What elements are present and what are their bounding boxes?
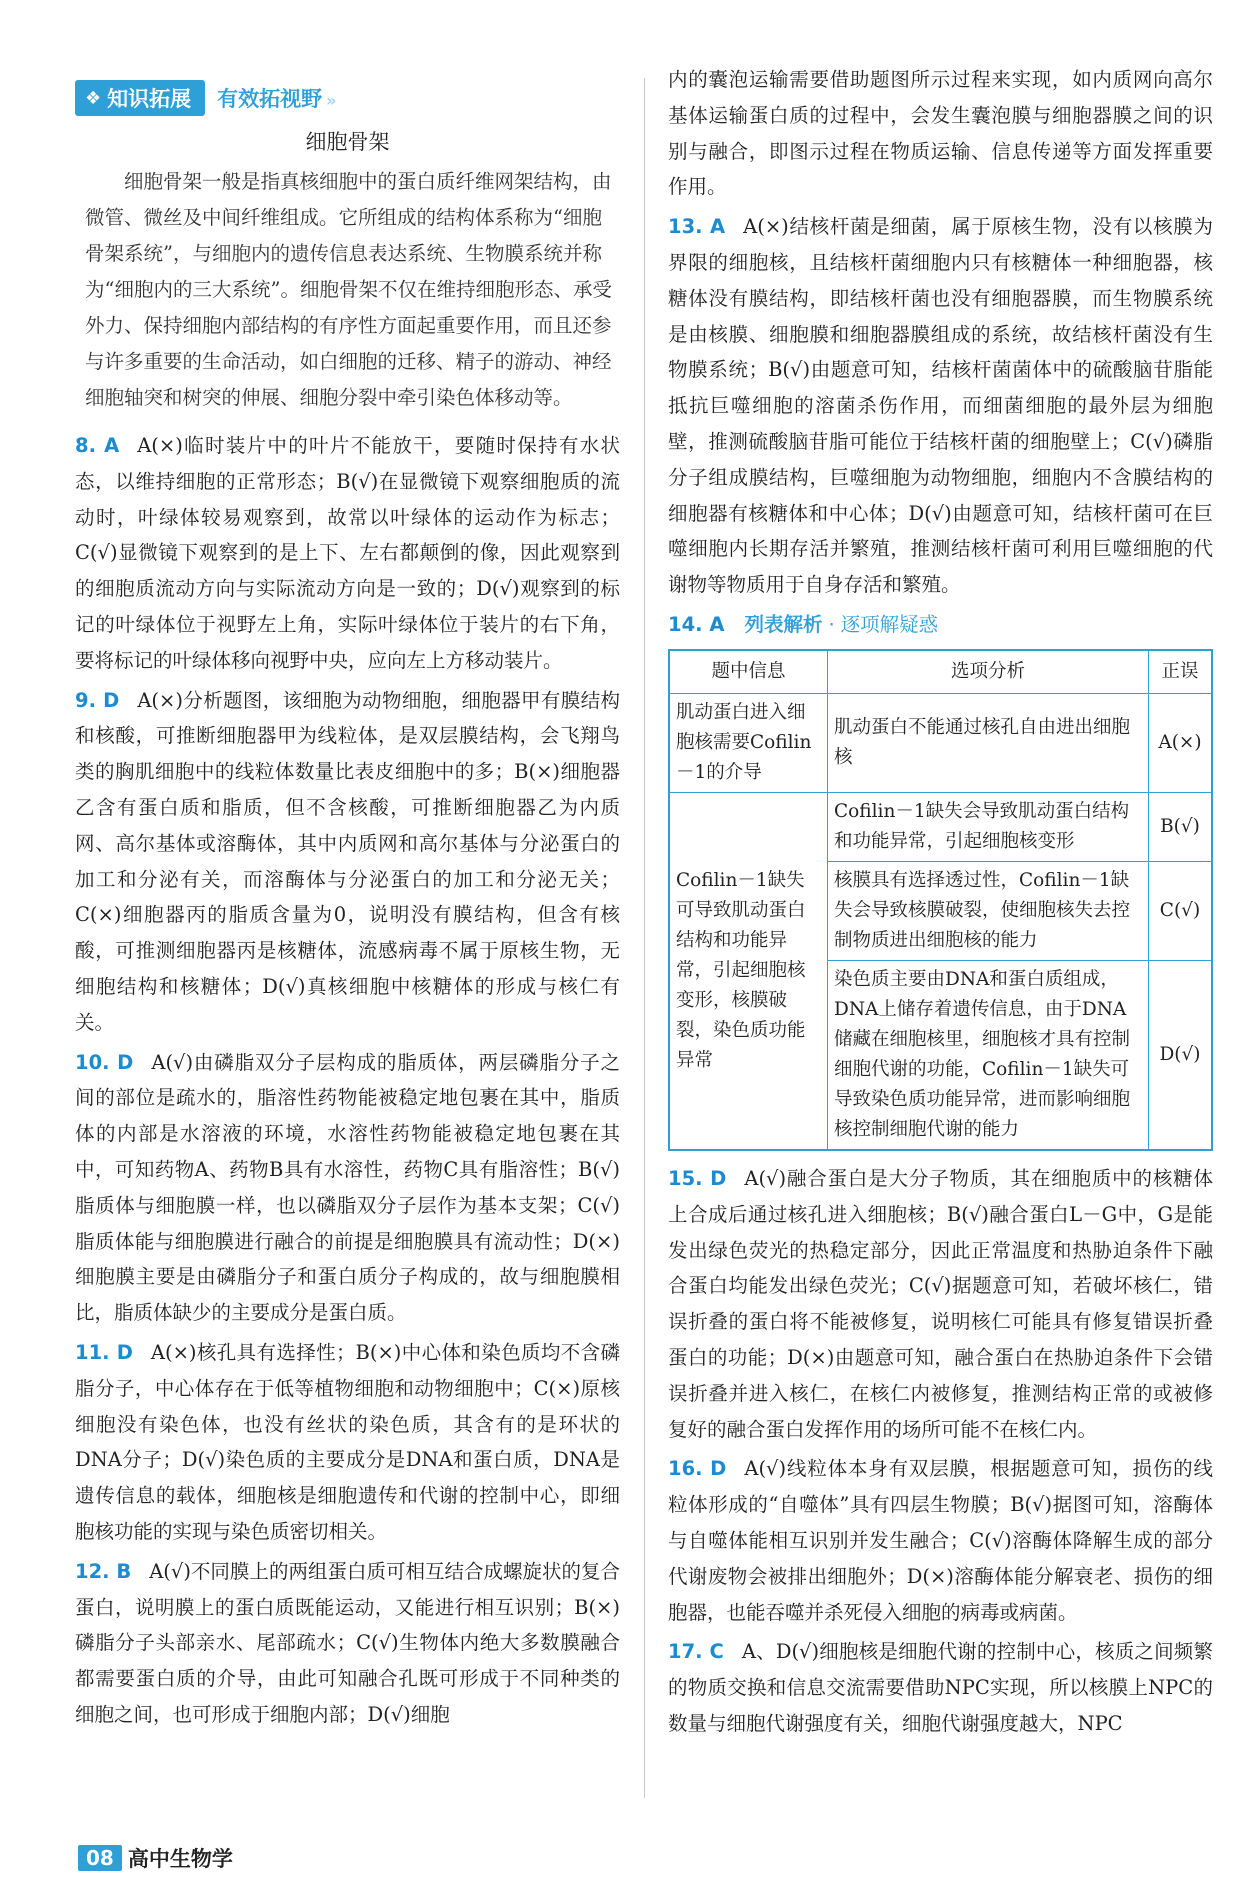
box-title: 细胞骨架 — [305, 130, 390, 154]
answer-17 — [668, 1634, 1213, 1741]
left-column — [75, 80, 620, 1737]
badge-label: 知识拓展 — [107, 87, 192, 111]
answer-number: 13. A — [668, 215, 726, 239]
answer-8 — [75, 428, 620, 679]
analysis-table — [668, 649, 1213, 1151]
table-cell-result: B(√) — [1149, 792, 1213, 861]
answer-text: A(×)分析题图，该细胞为动物细胞，细胞器甲有膜结构和核酸，可推断细胞器甲为线粒体，是双层膜结构，会飞翔鸟类的胸肌细胞中的线粒体数量比表皮细胞中的多；B(×)细胞器乙含有蛋白质和脂质，但不含核酸，可推断细胞器乙为内质网、高尔基体或溶酶体，其中内质网和高尔基体与分泌蛋白的加工和分泌有关，而溶酶体与分泌蛋白的加工和分泌无关；C(×)细胞器丙的脂质含量为0，说明没有膜结构，但含有核酸，可推测细胞器丙是核糖体，流感病毒不属于原核生物，无细胞结构和核糖体；D(√)真核细胞中核糖体的形成与核仁有关。 — [75, 688, 621, 1034]
answer-text: A(√)线粒体本身有双层膜，根据题意可知，损伤的线粒体形成的“自噬体”具有四层生物膜；B(√)据图可知，溶酶体与自噬体能相互识别并发生融合；C(√)溶酶体降解生成的部分代谢废物会被排出细胞外；D(×)溶酶体能分解衰老、损伤的细胞器，也能吞噬并杀死侵入细胞的病毒或病菌。 — [668, 1457, 1213, 1624]
table-header-row — [669, 650, 1212, 694]
knowledge-box-header — [75, 80, 620, 116]
answer-12 — [75, 1554, 620, 1733]
table-cell-info: 肌动蛋白进入细胞核需要Cofilin－1的介导 — [669, 693, 828, 792]
answer-15 — [668, 1161, 1213, 1447]
answer-10 — [75, 1045, 620, 1331]
table-header: 选项分析 — [828, 650, 1149, 694]
knowledge-badge — [75, 80, 205, 116]
subject-label: 高中生物学 — [127, 1847, 233, 1871]
table-tag: 列表解析 — [744, 612, 823, 636]
answer-11 — [75, 1335, 620, 1550]
table-cell-result: A(×) — [1149, 693, 1213, 792]
box-text: 细胞骨架一般是指真核细胞中的蛋白质纤维网架结构，由微管、微丝及中间纤维组成。它所组成的结构体系称为“细胞骨架系统”，与细胞内的遗传信息表达系统、生物膜系统并称为“细胞内的三大系统”。细胞骨架不仅在维持细胞形态、承受外力、保持细胞内部结构的有序性方面起重要作用，而且还参与许多重要的生命活动，如白细胞的迁移、精子的游动、神经细胞轴突和树突的伸展、细胞分裂中牵引染色体移动等。 — [85, 170, 612, 409]
answer-text: A(√)融合蛋白是大分子物质，其在细胞质中的核糖体上合成后通过核孔进入细胞核；B(√)融合蛋白L－G中，G是能发出绿色荧光的热稳定部分，因此正常温度和热胁迫条件下融合蛋白均能发出绿色荧光；C(√)据题意可知，若破坏核仁，错误折叠的蛋白将不能被修复，说明核仁可能具有修复错误折叠蛋白的功能；D(×)由题意可知，融合蛋白在热胁迫条件下会错误折叠并进入核仁，在核仁内被修复，推测结构正常的或被修复好的融合蛋白发挥作用的场所可能不在核仁内。 — [668, 1166, 1213, 1441]
answer-12-continued: 内的囊泡运输需要借助题图所示过程来实现，如内质网向高尔基体运输蛋白质的过程中，会发生囊泡膜与细胞器膜之间的识别与融合，即图示过程在物质运输、信息传递等方面发挥重要作用。 — [668, 68, 1213, 199]
table-cell-analysis: Cofilin－1缺失会导致肌动蛋白结构和功能异常，引起细胞核变形 — [828, 792, 1149, 861]
box-subtitle-text: 有效拓视野 — [217, 87, 323, 111]
answer-number: 11. D — [75, 1340, 133, 1364]
column-divider — [644, 78, 645, 1798]
answer-text: A(√)由磷脂双分子层构成的脂质体，两层磷脂分子之间的部位是疏水的，脂溶性药物能被稳定地包裹在其中，脂质体的内部是水溶液的环境，水溶性药物能被稳定地包裹在其中，可知药物A、药物B具有水溶性，药物C具有脂溶性；B(√)脂质体与细胞膜一样，也以磷脂双分子层作为基本支架；C(√)脂质体能与细胞膜进行融合的前提是细胞膜具有流动性；D(×)细胞膜主要是由磷脂分子和蛋白质分子构成的，故与细胞膜相比，脂质体缺少的主要成分是蛋白质。 — [75, 1050, 620, 1325]
table-header: 题中信息 — [669, 650, 828, 694]
table-cell-analysis: 核膜具有选择透过性，Cofilin－1缺失会导致核膜破裂，使细胞核失去控制物质进出细胞核的能力 — [828, 861, 1149, 960]
answer-number: 10. D — [75, 1050, 134, 1074]
table-cell-info: Cofilin－1缺失可导致肌动蛋白结构和功能异常，引起细胞核变形，核膜破裂，染色质功能异常 — [669, 792, 828, 1150]
answer-number: 15. D — [668, 1166, 727, 1190]
table-cell-result: D(√) — [1149, 960, 1213, 1150]
answer-text: A(×)结核杆菌是细菌，属于原核生物，没有以核膜为界限的细胞核，且结核杆菌细胞内只有核糖体一种细胞器，核糖体没有膜结构，即结核杆菌也没有细胞器膜，而生物膜系统是由核膜、细胞膜和细胞器膜组成的系统，故结核杆菌没有生物膜系统；B(√)由题意可知，结核杆菌菌体中的硫酸脑苷脂能抵抗巨噬细胞的溶菌杀伤作用，而细菌细胞的最外层为细胞壁，推测硫酸脑苷脂可能位于结核杆菌的细胞壁上；C(√)磷脂分子组成膜结构，巨噬细胞为动物细胞，细胞内不含膜结构的细胞器有核糖体和中心体；D(√)由题意可知，结核杆菌可在巨噬细胞内长期存活并繁殖，推测结核杆菌可利用巨噬细胞的代谢物等物质用于自身存活和繁殖。 — [668, 215, 1213, 597]
answer-number: 16. D — [668, 1457, 727, 1481]
answer-9 — [75, 683, 620, 1041]
answer-number: 12. B — [75, 1559, 132, 1583]
page-number: 08 — [78, 1845, 122, 1871]
page-footer — [78, 1843, 233, 1873]
box-subtitle — [217, 83, 336, 113]
answer-number: 14. A — [668, 612, 725, 636]
table-row — [669, 693, 1212, 792]
table-cell-analysis: 染色质主要由DNA和蛋白质组成，DNA上储存着遗传信息，由于DNA储藏在细胞核里，细胞核才具有控制细胞代谢的功能，Cofilin－1缺失可导致染色质功能异常，进而影响细胞核控制细胞代谢的能力 — [828, 960, 1149, 1150]
answer-number: 9. D — [75, 688, 120, 712]
answer-text: A(√)不同膜上的两组蛋白质可相互结合成螺旋状的复合蛋白，说明膜上的蛋白质既能运动，又能进行相互识别；B(×)磷脂分子头部亲水、尾部疏水；C(√)生物体内绝大多数膜融合都需要蛋白质的介导，由此可知融合孔既可形成于不同种类的细胞之间，也可形成于细胞内部；D(√)细胞 — [75, 1559, 620, 1726]
answer-text: A(×)临时装片中的叶片不能放干，要随时保持有水状态，以维持细胞的正常形态；B(√)在显微镜下观察细胞质的流动时，叶绿体较易观察到，故常以叶绿体的运动作为标志；C(√)显微镜下观察到的是上下、左右都颠倒的像，因此观察到的细胞质流动方向与实际流动方向是一致的；D(√)观察到的标记的叶绿体位于视野左上角，实际叶绿体位于装片的右下角，要将标记的叶绿体移向视野中央，应向左上方移动装片。 — [75, 434, 621, 672]
answer-text: A(×)核孔具有选择性；B(×)中心体和染色质均不含磷脂分子，中心体存在于低等植物细胞和动物细胞中；C(×)原核细胞没有染色体，也没有丝状的染色质，其含有的是环状的DNA分子；D(√)染色质的主要成分是DNA和蛋白质，DNA是遗传信息的载体，细胞核是细胞遗传和代谢的控制中心，即细胞核功能的实现与染色质密切相关。 — [75, 1340, 620, 1543]
answer-number: 8. A — [75, 434, 120, 457]
answer-16 — [668, 1451, 1213, 1630]
table-cell-result: C(√) — [1149, 861, 1213, 960]
answer-14-header — [668, 607, 1213, 643]
table-cell-analysis: 肌动蛋白不能通过核孔自由进出细胞核 — [828, 693, 1149, 792]
table-row — [669, 792, 1212, 861]
right-column — [668, 62, 1213, 1746]
table-header: 正误 — [1149, 650, 1213, 694]
book-icon: ❖ — [85, 87, 102, 109]
answer-13 — [668, 209, 1213, 603]
tag-separator: · — [828, 612, 835, 636]
answer-number: 17. C — [668, 1640, 724, 1664]
table-tag-sub: 逐项解疑惑 — [840, 612, 939, 636]
answer-text: A、D(√)细胞核是细胞代谢的控制中心，核质之间频繁的物质交换和信息交流需要借助NPC实现，所以核膜上NPC的数量与细胞代谢强度有关，细胞代谢强度越大，NPC — [668, 1640, 1213, 1735]
chevron-right-icon: » — [326, 91, 337, 110]
